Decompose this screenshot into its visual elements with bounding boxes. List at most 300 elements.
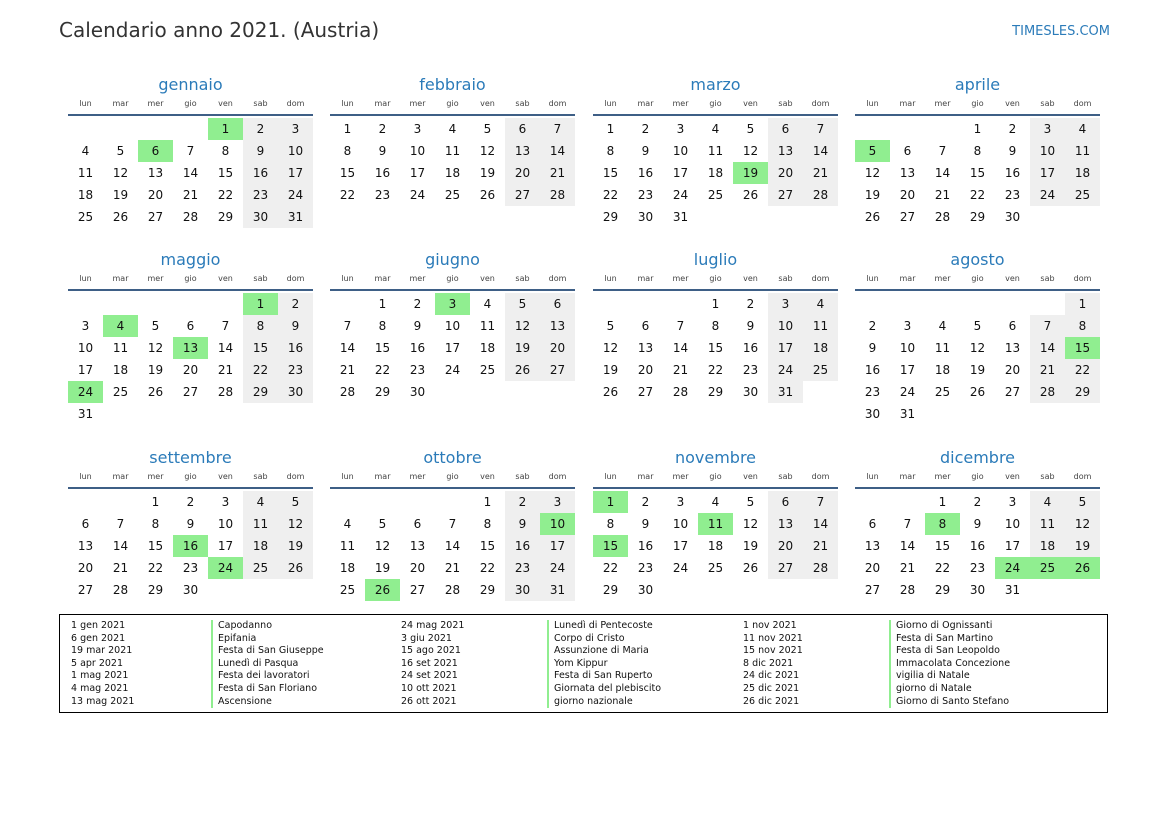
legend-holiday-name: Yom Kippur bbox=[547, 658, 661, 671]
legend-dates-column bbox=[743, 620, 803, 708]
day-cell: 4 bbox=[448, 122, 457, 136]
day-cell: 28 bbox=[672, 385, 689, 399]
day-cell: 27 bbox=[409, 583, 426, 597]
day-cell: 22 bbox=[374, 363, 391, 377]
weekday-label: dom bbox=[286, 99, 305, 108]
weekday-label: ven bbox=[218, 274, 233, 283]
day-cell: 24 bbox=[409, 188, 426, 202]
day-cell: 20 bbox=[540, 337, 575, 359]
day-cell: 23 bbox=[637, 561, 654, 575]
legend-holiday-name: vigilia di Natale bbox=[889, 670, 1010, 683]
day-cell: 15 bbox=[707, 341, 724, 355]
day-cell: 5 bbox=[278, 491, 313, 513]
day-cell: 20 bbox=[768, 535, 803, 557]
weekday-label: lun bbox=[866, 99, 879, 108]
day-cell: 21 bbox=[217, 363, 234, 377]
weekday-label: lun bbox=[866, 274, 879, 283]
day-cell: 21 bbox=[803, 535, 838, 557]
day-cell: 13 bbox=[409, 539, 426, 553]
day-cell: 11 bbox=[698, 513, 733, 535]
day-cell: 12 bbox=[479, 144, 496, 158]
day-cell: 16 bbox=[243, 162, 278, 184]
empty-day-cell bbox=[628, 293, 663, 315]
day-cell: 12 bbox=[1065, 513, 1100, 535]
day-cell: 6 bbox=[768, 491, 803, 513]
day-cell: 16 bbox=[969, 539, 986, 553]
legend-holiday-name: Capodanno bbox=[211, 620, 324, 633]
day-cell: 22 bbox=[147, 561, 164, 575]
day-cell: 2 bbox=[641, 122, 650, 136]
day-cell: 23 bbox=[243, 184, 278, 206]
legend-holiday-name: Immacolata Concezione bbox=[889, 658, 1010, 671]
day-cell: 17 bbox=[540, 535, 575, 557]
weekday-label: dom bbox=[1073, 274, 1092, 283]
day-cell: 16 bbox=[409, 341, 426, 355]
empty-day-cell bbox=[1030, 579, 1065, 601]
day-cell: 25 bbox=[707, 188, 724, 202]
day-grid bbox=[855, 293, 1100, 425]
day-grid bbox=[593, 293, 838, 403]
day-cell: 17 bbox=[899, 363, 916, 377]
day-cell: 2 bbox=[186, 495, 195, 509]
day-cell: 24 bbox=[68, 381, 103, 403]
day-cell: 1 bbox=[1065, 293, 1100, 315]
empty-day-cell bbox=[138, 118, 173, 140]
day-cell: 29 bbox=[1065, 381, 1100, 403]
day-cell: 5 bbox=[1065, 491, 1100, 513]
page-title: Calendario anno 2021. (Austria) bbox=[59, 18, 380, 42]
day-cell: 27 bbox=[540, 359, 575, 381]
site-brand-link[interactable]: TIMESLES.COM bbox=[1012, 24, 1110, 39]
day-cell: 27 bbox=[899, 210, 916, 224]
day-cell: 15 bbox=[479, 539, 496, 553]
empty-day-cell bbox=[1030, 403, 1065, 425]
month-name: maggio bbox=[160, 250, 221, 269]
day-cell: 24 bbox=[1030, 184, 1065, 206]
day-cell: 30 bbox=[1004, 210, 1021, 224]
day-cell: 6 bbox=[186, 319, 195, 333]
weekday-label: mer bbox=[672, 472, 689, 481]
day-cell: 7 bbox=[221, 319, 230, 333]
day-grid bbox=[68, 491, 313, 601]
day-cell: 29 bbox=[969, 210, 986, 224]
day-cell: 6 bbox=[641, 319, 650, 333]
empty-day-cell bbox=[278, 403, 313, 425]
weekday-label: mer bbox=[409, 274, 426, 283]
day-cell: 23 bbox=[1004, 188, 1021, 202]
empty-day-cell bbox=[173, 403, 208, 425]
legend-date: 16 set 2021 bbox=[401, 657, 458, 669]
day-cell: 4 bbox=[938, 319, 947, 333]
day-cell: 10 bbox=[1030, 140, 1065, 162]
weekday-label: mar bbox=[374, 472, 391, 481]
day-cell: 25 bbox=[77, 210, 94, 224]
day-cell: 20 bbox=[409, 561, 426, 575]
day-cell: 8 bbox=[151, 517, 160, 531]
weekday-label: mer bbox=[409, 99, 426, 108]
empty-day-cell bbox=[995, 293, 1030, 315]
day-cell: 14 bbox=[540, 140, 575, 162]
month-block bbox=[68, 445, 313, 601]
day-cell: 11 bbox=[444, 144, 461, 158]
legend-date: 24 dic 2021 bbox=[743, 670, 800, 682]
legend-names-column bbox=[211, 620, 324, 708]
day-cell: 3 bbox=[903, 319, 912, 333]
day-cell: 25 bbox=[112, 385, 129, 399]
day-cell: 19 bbox=[374, 561, 391, 575]
day-cell: 10 bbox=[672, 144, 689, 158]
day-cell: 2 bbox=[973, 495, 982, 509]
day-cell: 26 bbox=[742, 188, 759, 202]
day-cell: 9 bbox=[641, 144, 650, 158]
day-cell: 7 bbox=[1030, 315, 1065, 337]
day-cell: 15 bbox=[374, 341, 391, 355]
day-cell: 10 bbox=[672, 517, 689, 531]
weekday-label: ven bbox=[480, 274, 495, 283]
legend-names-column bbox=[889, 620, 1010, 708]
day-cell: 17 bbox=[768, 337, 803, 359]
day-cell: 9 bbox=[641, 517, 650, 531]
day-cell: 19 bbox=[278, 535, 313, 557]
weekday-label: sab bbox=[515, 274, 530, 283]
day-cell: 3 bbox=[413, 122, 422, 136]
month-name: novembre bbox=[674, 448, 757, 467]
day-cell: 26 bbox=[864, 210, 881, 224]
day-cell: 3 bbox=[768, 293, 803, 315]
day-cell: 13 bbox=[147, 166, 164, 180]
weekday-label: gio bbox=[184, 472, 197, 481]
day-cell: 1 bbox=[938, 495, 947, 509]
day-cell: 18 bbox=[339, 561, 356, 575]
weekday-label: ven bbox=[743, 274, 758, 283]
day-cell: 21 bbox=[112, 561, 129, 575]
day-cell: 9 bbox=[973, 517, 982, 531]
day-cell: 18 bbox=[1030, 535, 1065, 557]
day-cell: 28 bbox=[1030, 381, 1065, 403]
empty-day-cell bbox=[733, 206, 768, 228]
month-name: marzo bbox=[690, 75, 741, 94]
holiday-legend bbox=[59, 614, 1108, 713]
day-cell: 9 bbox=[278, 315, 313, 337]
day-cell: 12 bbox=[112, 166, 129, 180]
day-cell: 17 bbox=[77, 363, 94, 377]
day-cell: 11 bbox=[934, 341, 951, 355]
empty-day-cell bbox=[138, 293, 173, 315]
weekday-label: dom bbox=[811, 472, 830, 481]
day-cell: 12 bbox=[278, 513, 313, 535]
day-cell: 29 bbox=[602, 583, 619, 597]
legend-date: 26 dic 2021 bbox=[743, 695, 800, 707]
day-cell: 28 bbox=[112, 583, 129, 597]
weekday-label: sab bbox=[253, 274, 268, 283]
day-cell: 18 bbox=[707, 166, 724, 180]
day-cell: 6 bbox=[903, 144, 912, 158]
day-cell: 13 bbox=[173, 337, 208, 359]
day-cell: 9 bbox=[868, 341, 877, 355]
day-cell: 23 bbox=[864, 385, 881, 399]
day-cell: 7 bbox=[803, 118, 838, 140]
day-cell: 26 bbox=[1065, 557, 1100, 579]
day-grid bbox=[593, 118, 838, 228]
day-grid bbox=[330, 491, 575, 601]
day-grid bbox=[593, 491, 838, 601]
day-cell: 7 bbox=[186, 144, 195, 158]
day-cell: 24 bbox=[278, 184, 313, 206]
day-cell: 8 bbox=[343, 144, 352, 158]
day-cell: 15 bbox=[339, 166, 356, 180]
day-cell: 22 bbox=[707, 363, 724, 377]
legend-date: 15 ago 2021 bbox=[401, 645, 461, 657]
day-cell: 26 bbox=[742, 561, 759, 575]
day-cell: 11 bbox=[112, 341, 129, 355]
weekday-label: dom bbox=[548, 99, 567, 108]
day-cell: 3 bbox=[435, 293, 470, 315]
weekday-label: sab bbox=[253, 472, 268, 481]
day-cell: 18 bbox=[1065, 162, 1100, 184]
day-cell: 11 bbox=[803, 315, 838, 337]
day-cell: 29 bbox=[243, 381, 278, 403]
legend-date: 26 ott 2021 bbox=[401, 695, 457, 707]
legend-date: 1 nov 2021 bbox=[743, 620, 797, 631]
empty-day-cell bbox=[1030, 206, 1065, 228]
legend-date: 1 gen 2021 bbox=[71, 620, 126, 631]
empty-day-cell bbox=[768, 579, 803, 601]
day-cell: 16 bbox=[742, 341, 759, 355]
day-cell: 18 bbox=[934, 363, 951, 377]
day-cell: 19 bbox=[112, 188, 129, 202]
weekday-label: ven bbox=[743, 99, 758, 108]
day-cell: 21 bbox=[899, 561, 916, 575]
day-cell: 15 bbox=[147, 539, 164, 553]
legend-holiday-name: Giorno di Ognissanti bbox=[889, 620, 1010, 633]
day-cell: 4 bbox=[1065, 118, 1100, 140]
weekday-label: mer bbox=[409, 472, 426, 481]
month-block bbox=[330, 247, 575, 403]
day-cell: 31 bbox=[77, 407, 94, 421]
weekday-header bbox=[855, 471, 1100, 489]
empty-day-cell bbox=[855, 118, 890, 140]
day-cell: 30 bbox=[637, 583, 654, 597]
legend-holiday-name: giorno di Natale bbox=[889, 683, 1010, 696]
day-cell: 17 bbox=[409, 166, 426, 180]
empty-day-cell bbox=[663, 579, 698, 601]
weekday-label: gio bbox=[971, 99, 984, 108]
empty-day-cell bbox=[470, 381, 505, 403]
day-cell: 14 bbox=[339, 341, 356, 355]
day-cell: 16 bbox=[1004, 166, 1021, 180]
weekday-label: dom bbox=[548, 472, 567, 481]
day-cell: 1 bbox=[378, 297, 387, 311]
month-name: gennaio bbox=[158, 75, 223, 94]
weekday-label: gio bbox=[184, 99, 197, 108]
day-cell: 23 bbox=[637, 188, 654, 202]
day-cell: 12 bbox=[147, 341, 164, 355]
day-cell: 22 bbox=[479, 561, 496, 575]
day-cell: 25 bbox=[1030, 557, 1065, 579]
weekday-label: mar bbox=[637, 99, 654, 108]
day-cell: 8 bbox=[925, 513, 960, 535]
empty-day-cell bbox=[1065, 206, 1100, 228]
day-cell: 7 bbox=[903, 517, 912, 531]
weekday-label: dom bbox=[1073, 472, 1092, 481]
day-cell: 1 bbox=[973, 122, 982, 136]
day-cell: 15 bbox=[217, 166, 234, 180]
day-cell: 11 bbox=[77, 166, 94, 180]
day-cell: 28 bbox=[803, 557, 838, 579]
day-cell: 22 bbox=[602, 561, 619, 575]
empty-day-cell bbox=[733, 579, 768, 601]
legend-date: 25 dic 2021 bbox=[743, 682, 800, 694]
day-cell: 16 bbox=[173, 535, 208, 557]
weekday-header bbox=[855, 98, 1100, 116]
day-cell: 2 bbox=[641, 495, 650, 509]
day-cell: 18 bbox=[112, 363, 129, 377]
day-cell: 23 bbox=[742, 363, 759, 377]
day-cell: 27 bbox=[768, 184, 803, 206]
day-cell: 9 bbox=[505, 513, 540, 535]
month-block bbox=[593, 247, 838, 403]
empty-day-cell bbox=[365, 491, 400, 513]
day-cell: 25 bbox=[707, 561, 724, 575]
day-cell: 11 bbox=[707, 144, 724, 158]
day-cell: 6 bbox=[138, 140, 173, 162]
weekday-label: mer bbox=[147, 99, 164, 108]
empty-day-cell bbox=[435, 381, 470, 403]
day-cell: 30 bbox=[278, 381, 313, 403]
day-cell: 3 bbox=[676, 122, 685, 136]
month-name: febbraio bbox=[419, 75, 486, 94]
day-cell: 19 bbox=[147, 363, 164, 377]
weekday-label: ven bbox=[218, 99, 233, 108]
day-cell: 8 bbox=[606, 517, 615, 531]
day-cell: 19 bbox=[864, 188, 881, 202]
day-cell: 29 bbox=[147, 583, 164, 597]
day-cell: 29 bbox=[217, 210, 234, 224]
day-cell: 23 bbox=[969, 561, 986, 575]
weekday-label: lun bbox=[341, 472, 354, 481]
day-cell: 10 bbox=[217, 517, 234, 531]
day-cell: 14 bbox=[1030, 337, 1065, 359]
day-cell: 20 bbox=[637, 363, 654, 377]
day-cell: 19 bbox=[742, 539, 759, 553]
month-block bbox=[330, 72, 575, 206]
day-cell: 20 bbox=[77, 561, 94, 575]
weekday-header bbox=[330, 273, 575, 291]
day-cell: 26 bbox=[365, 579, 400, 601]
empty-day-cell bbox=[243, 403, 278, 425]
day-cell: 4 bbox=[343, 517, 352, 531]
day-cell: 26 bbox=[147, 385, 164, 399]
day-cell: 4 bbox=[711, 495, 720, 509]
day-cell: 20 bbox=[1004, 363, 1021, 377]
day-grid bbox=[330, 118, 575, 206]
day-cell: 14 bbox=[444, 539, 461, 553]
day-cell: 22 bbox=[217, 188, 234, 202]
day-cell: 12 bbox=[742, 517, 759, 531]
day-cell: 13 bbox=[1004, 341, 1021, 355]
day-cell: 25 bbox=[243, 557, 278, 579]
empty-day-cell bbox=[103, 118, 138, 140]
day-cell: 21 bbox=[1030, 359, 1065, 381]
day-cell: 8 bbox=[711, 319, 720, 333]
day-cell: 9 bbox=[378, 144, 387, 158]
day-cell: 9 bbox=[243, 140, 278, 162]
day-cell: 8 bbox=[1065, 315, 1100, 337]
weekday-header bbox=[68, 273, 313, 291]
day-cell: 30 bbox=[409, 385, 426, 399]
day-cell: 16 bbox=[505, 535, 540, 557]
day-cell: 31 bbox=[768, 381, 803, 403]
legend-holiday-name: Giorno di Santo Stefano bbox=[889, 696, 1010, 709]
weekday-header bbox=[330, 98, 575, 116]
day-cell: 18 bbox=[77, 188, 94, 202]
day-cell: 2 bbox=[746, 297, 755, 311]
legend-date: 24 mag 2021 bbox=[401, 620, 465, 631]
day-cell: 17 bbox=[444, 341, 461, 355]
weekday-label: mer bbox=[934, 472, 951, 481]
weekday-header bbox=[330, 471, 575, 489]
weekday-label: mar bbox=[637, 274, 654, 283]
day-cell: 12 bbox=[742, 144, 759, 158]
legend-holiday-name: Giornata del plebiscito bbox=[547, 683, 661, 696]
day-cell: 16 bbox=[637, 166, 654, 180]
day-cell: 14 bbox=[672, 341, 689, 355]
weekday-label: gio bbox=[971, 274, 984, 283]
day-cell: 21 bbox=[182, 188, 199, 202]
weekday-header bbox=[68, 471, 313, 489]
empty-day-cell bbox=[960, 293, 995, 315]
day-cell: 18 bbox=[243, 535, 278, 557]
day-cell: 28 bbox=[899, 583, 916, 597]
empty-day-cell bbox=[138, 403, 173, 425]
empty-day-cell bbox=[593, 293, 628, 315]
day-cell: 3 bbox=[676, 495, 685, 509]
empty-day-cell bbox=[925, 118, 960, 140]
day-cell: 23 bbox=[278, 359, 313, 381]
day-cell: 22 bbox=[243, 359, 278, 381]
day-cell: 1 bbox=[243, 293, 278, 315]
day-cell: 7 bbox=[803, 491, 838, 513]
empty-day-cell bbox=[960, 403, 995, 425]
day-cell: 6 bbox=[868, 517, 877, 531]
day-cell: 14 bbox=[217, 341, 234, 355]
day-cell: 10 bbox=[444, 319, 461, 333]
day-cell: 8 bbox=[483, 517, 492, 531]
day-cell: 29 bbox=[479, 583, 496, 597]
day-cell: 4 bbox=[81, 144, 90, 158]
day-cell: 21 bbox=[803, 162, 838, 184]
day-cell: 19 bbox=[969, 363, 986, 377]
day-cell: 5 bbox=[606, 319, 615, 333]
day-cell: 12 bbox=[602, 341, 619, 355]
day-cell: 21 bbox=[444, 561, 461, 575]
day-grid bbox=[330, 293, 575, 403]
day-cell: 1 bbox=[483, 495, 492, 509]
weekday-label: gio bbox=[184, 274, 197, 283]
day-cell: 26 bbox=[278, 557, 313, 579]
empty-day-cell bbox=[855, 293, 890, 315]
day-cell: 22 bbox=[969, 188, 986, 202]
weekday-label: gio bbox=[709, 472, 722, 481]
day-cell: 22 bbox=[1065, 359, 1100, 381]
empty-day-cell bbox=[103, 293, 138, 315]
legend-holiday-name: Festa di San Ruperto bbox=[547, 670, 661, 683]
day-cell: 28 bbox=[339, 385, 356, 399]
day-cell: 5 bbox=[973, 319, 982, 333]
day-cell: 4 bbox=[1030, 491, 1065, 513]
weekday-header bbox=[593, 273, 838, 291]
weekday-label: ven bbox=[1005, 472, 1020, 481]
